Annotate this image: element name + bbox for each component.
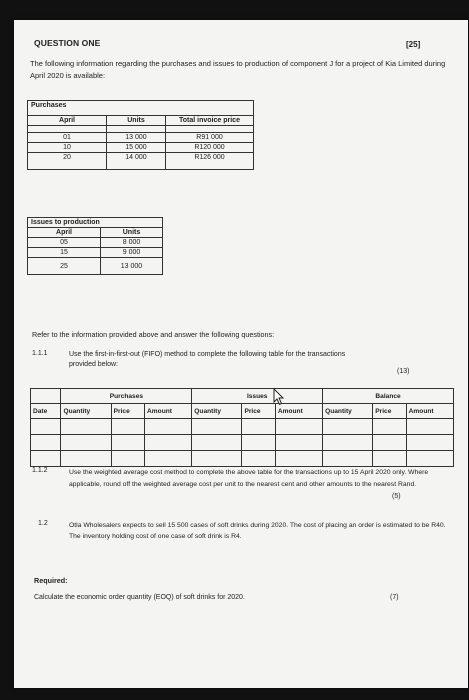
question-number: 1.2: [38, 520, 48, 527]
required-label: Required:: [34, 576, 68, 585]
purchase-units: 13 000: [107, 133, 166, 143]
question-text: Otla Wholesalers expects to sell 15 500 cases of soft drinks during 2020. The cost of placing an order is estimated to be R40. The inventory holding cost of one case of soft drink is R4.: [69, 522, 446, 540]
purchases-header-price: Total invoice price: [166, 116, 254, 126]
table-row: [28, 238, 163, 248]
issue-units: 8 000: [101, 238, 163, 248]
fifo-col-quantity: Quantity: [61, 404, 111, 419]
issues-header-april: April: [28, 228, 101, 238]
fifo-col-date: Date: [31, 404, 61, 419]
table-row: [31, 435, 454, 451]
question-number: 1.1.1: [32, 350, 48, 357]
question-heading: QUESTION ONE: [34, 38, 101, 48]
table-row: [28, 153, 254, 170]
question-marks: (7): [390, 594, 399, 601]
fifo-col-amount: Amount: [406, 404, 453, 419]
table-row: [31, 451, 454, 467]
purchase-date: 20: [28, 153, 107, 170]
purchase-units: 14 000: [107, 153, 166, 170]
fifo-col-amount: Amount: [145, 404, 192, 419]
question-text: Use the first-in-first-out (FIFO) method to complete the following table for the transactions provided below:: [69, 351, 346, 368]
purchases-header-april: April: [28, 116, 107, 126]
purchase-price: R126 000: [166, 153, 254, 170]
question-number: 1.1.2: [32, 467, 48, 474]
fifo-col-price: Price: [111, 404, 144, 419]
fifo-col-price: Price: [242, 404, 275, 419]
fifo-table: [30, 388, 454, 467]
required-text: Calculate the economic order quantity (EOQ) of soft drinks for 2020.: [34, 594, 245, 601]
issue-date: 15: [28, 248, 101, 258]
issue-units: 13 000: [101, 258, 163, 275]
fifo-col-price: Price: [373, 404, 406, 419]
fifo-corner: [31, 389, 61, 404]
mouse-cursor-icon: [272, 388, 286, 406]
fifo-group-purchases: Purchases: [61, 389, 192, 404]
issue-date: 25: [28, 258, 101, 275]
table-row: [28, 133, 254, 143]
intro-text: The following information regarding the purchases and issues to production of component J for a project of Kia Limited during April 2020 is available:: [30, 59, 446, 80]
fifo-group-balance: Balance: [323, 389, 454, 404]
issues-header-units: Units: [101, 228, 163, 238]
table-row: [28, 248, 163, 258]
fifo-col-quantity: Quantity: [323, 404, 373, 419]
purchase-date: 01: [28, 133, 107, 143]
refer-text: Refer to the information provided above and answer the following questions:: [32, 330, 275, 339]
purchase-price: R91 000: [166, 133, 254, 143]
question-marks: (13): [397, 368, 410, 375]
table-row: [28, 258, 163, 275]
purchases-table: [27, 100, 254, 170]
question-marks: (5): [392, 493, 401, 500]
purchases-header-units: Units: [107, 116, 166, 126]
fifo-col-quantity: Quantity: [192, 404, 242, 419]
purchase-price: R120 000: [166, 143, 254, 153]
table-row: [28, 143, 254, 153]
purchase-date: 10: [28, 143, 107, 153]
issues-table: [27, 217, 163, 275]
fifo-col-amount: Amount: [275, 404, 322, 419]
fifo-group-issues: Issues: [192, 389, 323, 404]
purchases-title: Purchases: [28, 101, 254, 116]
purchase-units: 15 000: [107, 143, 166, 153]
total-marks: [25]: [406, 40, 421, 49]
issue-date: 05: [28, 238, 101, 248]
issues-title: Issues to production: [28, 218, 163, 228]
question-text: Use the weighted average cost method to complete the above table for the transactions up to 15 April 2020 only. Where applicable, round off the weighted average cost per unit to the nearest cent and other amounts to the nearest Rand.: [69, 469, 429, 488]
issue-units: 9 000: [101, 248, 163, 258]
table-row: [31, 419, 454, 435]
